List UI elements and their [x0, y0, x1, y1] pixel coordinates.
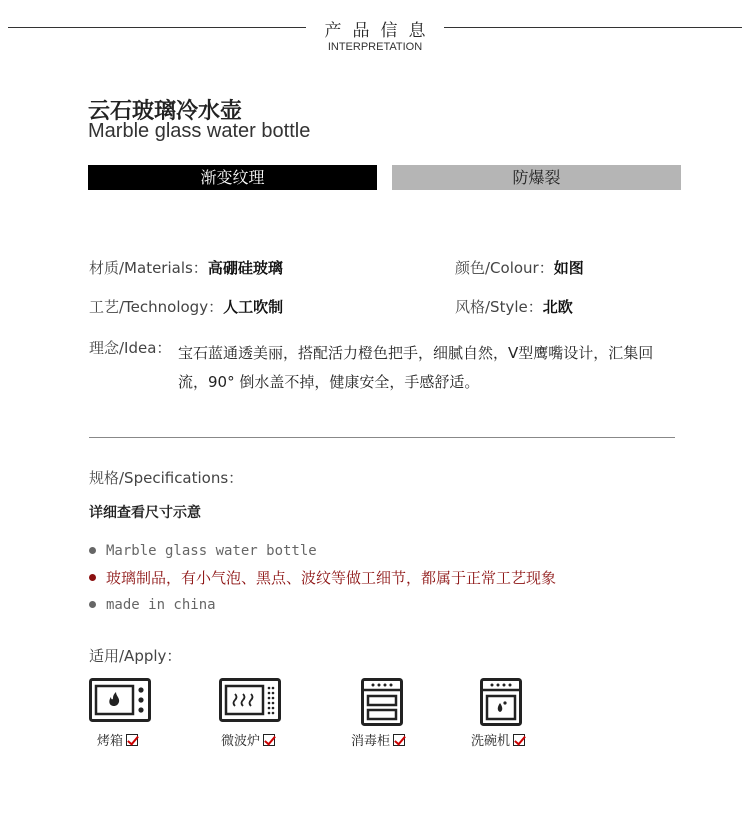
tag-gradient-texture: 渐变纹理	[88, 165, 377, 190]
spec-label: 规格/Specifications：	[89, 469, 244, 487]
attr-colour	[455, 257, 584, 278]
apply-item-microwave: 微波炉	[221, 730, 275, 749]
oven-icon	[89, 678, 179, 722]
attr-materials	[89, 257, 283, 278]
bullet-dot-icon	[89, 574, 96, 581]
section-divider	[89, 437, 675, 438]
apply-item-oven: 烤箱	[97, 730, 138, 749]
apply-item-dishwasher: 洗碗机	[471, 730, 525, 749]
list-item: Marble glass water bottle	[89, 541, 556, 568]
attr-idea-label: 理念/Idea：	[89, 339, 172, 357]
list-item: made in china	[89, 595, 556, 622]
spec-bullet-list	[89, 541, 556, 622]
attr-colour-value: 如图	[553, 259, 584, 277]
list-item-warning: 玻璃制品，有小气泡、黑点、波纹等做工细节，都属于正常工艺现象	[89, 568, 556, 595]
bullet-dot-icon	[89, 547, 96, 554]
attr-technology-value: 人工吹制	[223, 298, 284, 316]
apply-label: 适用/Apply：	[89, 647, 182, 665]
attr-style-label: 风格/Style：	[455, 298, 543, 316]
apply-item-sterilizer: 消毒柜	[351, 730, 405, 749]
checkbox-checked-icon	[263, 734, 275, 746]
attr-technology	[89, 296, 283, 317]
header-divider-right	[444, 27, 742, 28]
attr-materials-value: 高硼硅玻璃	[207, 259, 283, 277]
tag-explosion-proof: 防爆裂	[392, 165, 681, 190]
checkbox-checked-icon	[513, 734, 525, 746]
spec-sub: 详细查看尺寸示意	[89, 505, 201, 521]
bullet-dot-icon	[89, 601, 96, 608]
attr-colour-label: 颜色/Colour：	[455, 259, 554, 277]
checkbox-checked-icon	[126, 734, 138, 746]
microwave-icon	[219, 678, 309, 722]
product-name-cn: 云石玻璃冷水壶	[88, 99, 243, 124]
product-name-en: Marble glass water bottle	[88, 120, 311, 142]
section-title: 产品信息	[324, 21, 437, 41]
attr-idea-value: 宝石蓝通透美丽，搭配活力橙色把手，细腻自然，V型鹰嘴设计，汇集回流，90° 倒水盖不掉，健康安全，手感舒适。	[178, 344, 654, 391]
attr-technology-label: 工艺/Technology：	[89, 298, 224, 316]
checkbox-checked-icon	[393, 734, 405, 746]
section-subtitle: INTERPRETATION	[327, 41, 423, 53]
attr-style-value: 北欧	[542, 298, 573, 316]
attr-style	[455, 296, 573, 317]
dishwasher-icon	[480, 678, 570, 726]
attr-materials-label: 材质/Materials：	[89, 259, 208, 277]
header-divider-left	[8, 27, 306, 28]
sterilizer-icon	[361, 678, 451, 726]
